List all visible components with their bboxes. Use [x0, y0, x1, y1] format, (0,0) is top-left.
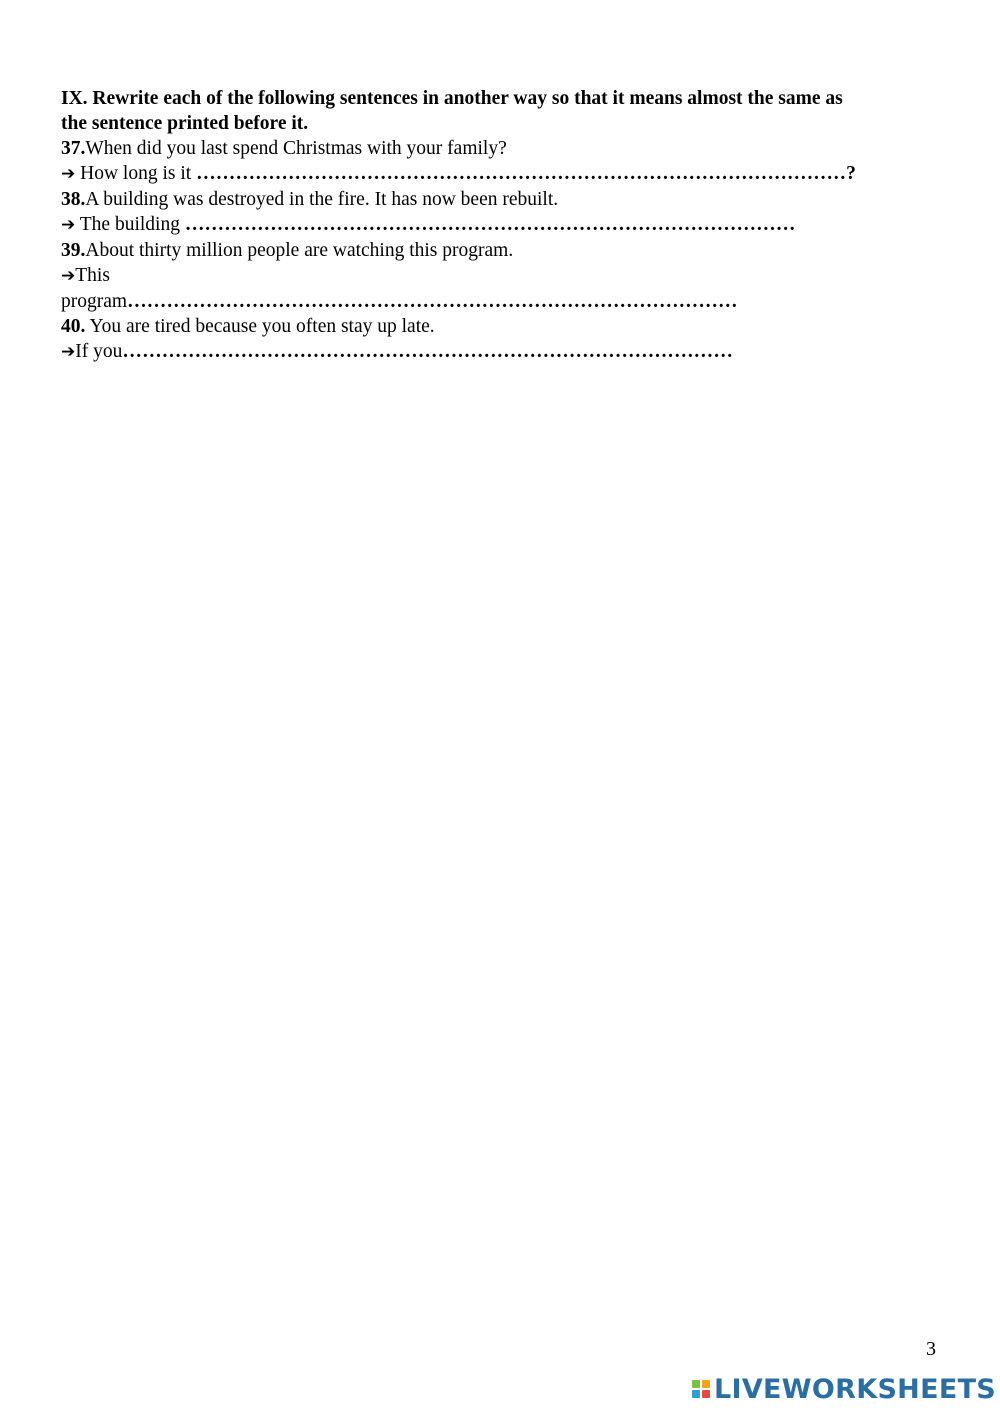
question-number: 37.: [61, 138, 86, 159]
question-sentence: About thirty million people are watching this program.: [85, 240, 514, 261]
logo-text: LIVEWORKSHEETS: [714, 1373, 997, 1405]
question-number: 40.: [61, 316, 86, 337]
answer-line-39: [61, 263, 941, 289]
heading-line-2: the sentence printed before it.: [61, 113, 309, 134]
question-number: 39.: [61, 240, 86, 261]
question-40: [61, 314, 941, 339]
answer-prefix: The building: [75, 214, 185, 235]
answer-blank[interactable]: …………………………………………………………………………………: [122, 341, 734, 362]
answer-prefix-continued: program: [61, 291, 128, 312]
question-38: [61, 187, 941, 212]
question-37: [61, 136, 941, 161]
answer-blank[interactable]: …………………………………………………………………………………: [184, 214, 796, 235]
question-number: 38.: [61, 189, 86, 210]
answer-prefix: If you: [75, 341, 123, 362]
answer-line-37[interactable]: [61, 161, 941, 187]
arrow-icon: ➔: [61, 164, 76, 184]
answer-blank[interactable]: ………………………………………………………………………………………?: [196, 163, 857, 184]
answer-prefix: This: [75, 265, 110, 286]
question-39: [61, 238, 941, 263]
question-sentence: You are tired because you often stay up late.: [85, 316, 435, 337]
answer-line-38[interactable]: [61, 212, 941, 238]
arrow-icon: ➔: [61, 215, 76, 235]
heading-line-1: IX. Rewrite each of the following sentences in another way so that it means almost the same as: [61, 88, 843, 109]
worksheet-content: [61, 86, 941, 365]
answer-blank[interactable]: …………………………………………………………………………………: [127, 291, 738, 312]
question-sentence: A building was destroyed in the fire. It has now been rebuilt.: [85, 189, 559, 210]
section-heading: [61, 86, 941, 136]
arrow-icon: ➔: [61, 342, 76, 362]
answer-line-40[interactable]: [61, 339, 941, 365]
question-sentence: When did you last spend Christmas with your family?: [85, 138, 507, 159]
answer-line-39-continued[interactable]: [61, 289, 941, 314]
liveworksheets-logo-icon: [692, 1380, 710, 1398]
arrow-icon: ➔: [61, 266, 76, 286]
answer-prefix: How long is it: [75, 163, 197, 184]
page-number: 3: [926, 1338, 936, 1360]
liveworksheets-logo: [692, 1372, 996, 1406]
